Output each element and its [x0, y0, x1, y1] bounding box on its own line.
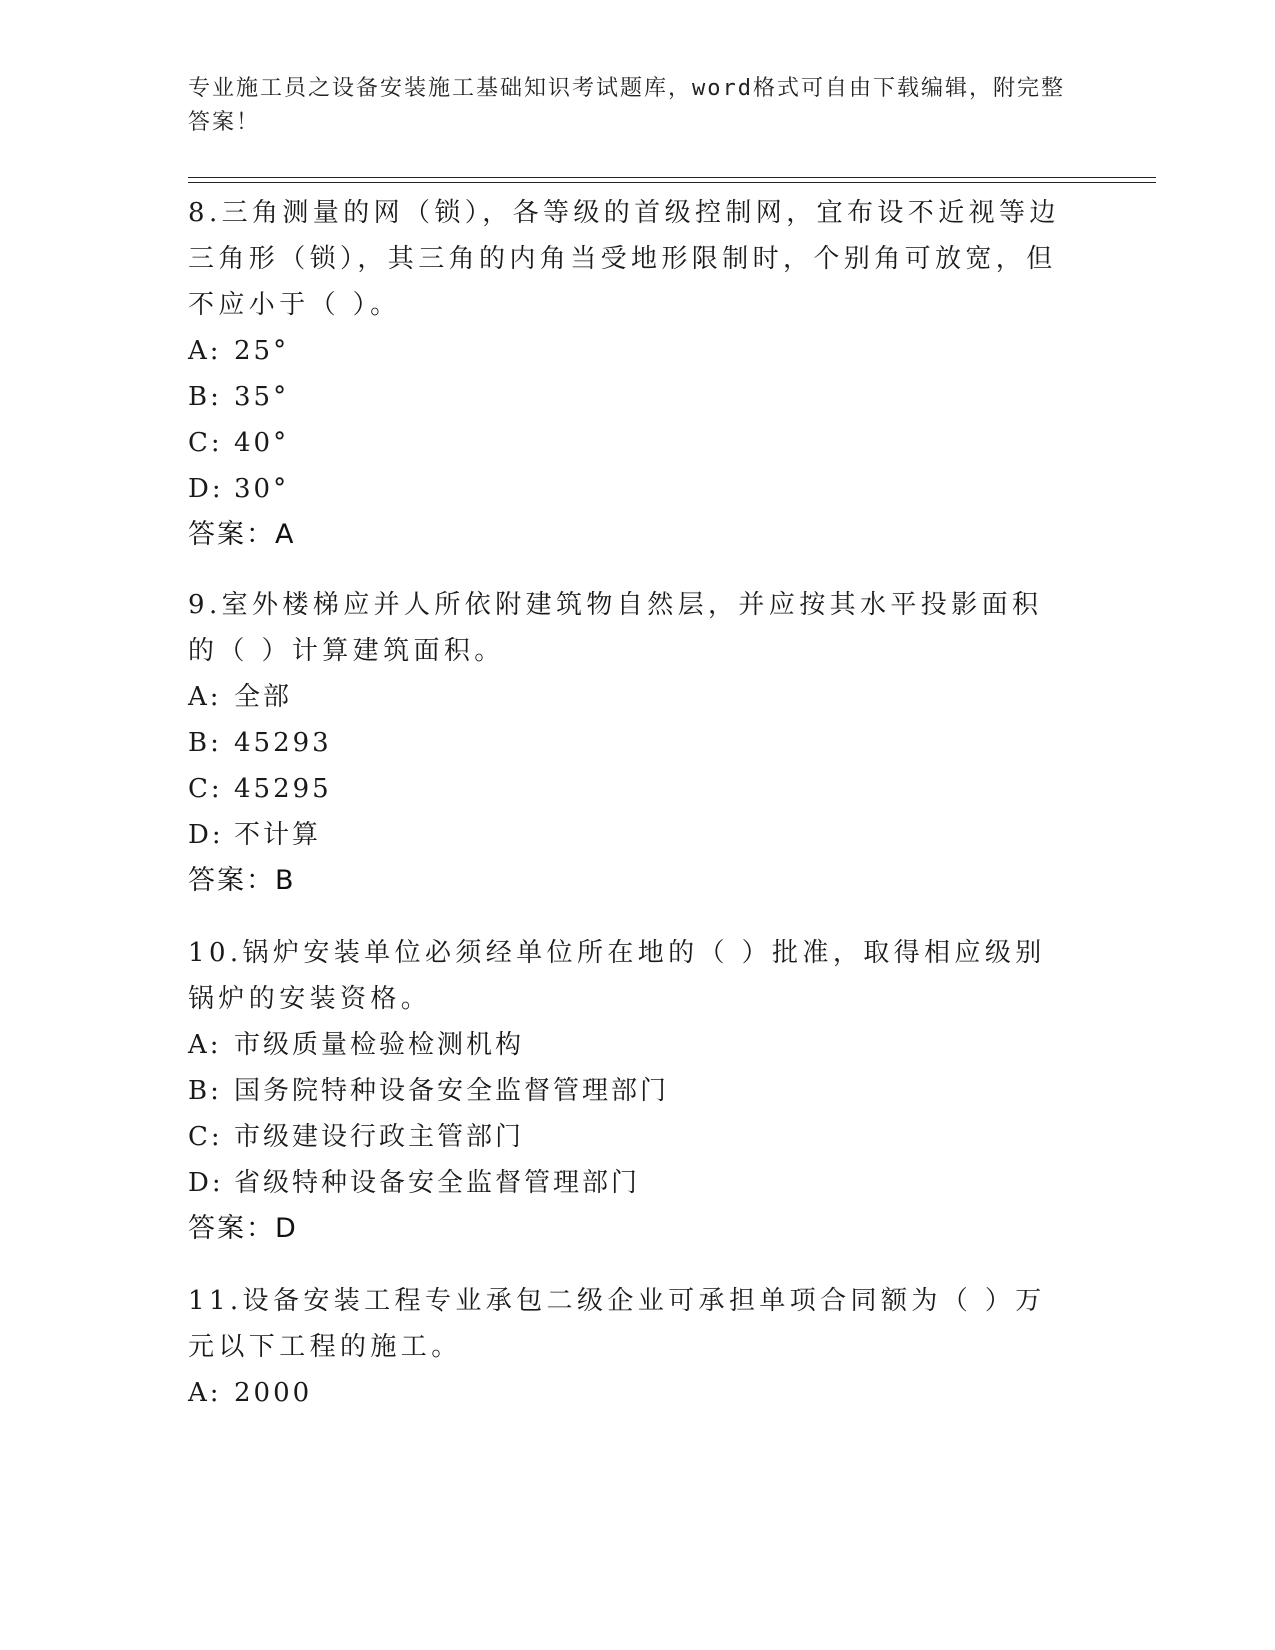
option-b: [188, 374, 1068, 420]
option-text: 45293: [234, 728, 332, 758]
question-stem: 9.室外楼梯应并人所依附建筑物自然层，并应按其水平投影面积的（ ）计算建筑面积。: [188, 590, 1043, 666]
option-text: 全部: [234, 682, 293, 712]
question-9: [188, 582, 1068, 904]
question-8: [188, 190, 1068, 558]
option-d: [188, 812, 1068, 858]
answer-line: 答案：D: [188, 1213, 298, 1244]
option-c: [188, 766, 1068, 812]
question-stem: 11.设备安装工程专业承包二级企业可承担单项合同额为（ ）万元以下工程的施工。: [188, 1286, 1046, 1362]
option-label: A:: [188, 682, 222, 712]
option-label: C:: [188, 428, 223, 458]
question-10: [188, 930, 1068, 1252]
option-label: A:: [188, 1030, 222, 1060]
option-b: [188, 720, 1068, 766]
option-label: B:: [188, 382, 222, 412]
option-label: D:: [188, 820, 224, 850]
option-a: [188, 1022, 1068, 1068]
option-label: B:: [188, 1076, 222, 1106]
option-label: C:: [188, 1122, 223, 1152]
question-stem: 8.三角测量的网（锁），各等级的首级控制网，宜布设不近视等边三角形（锁），其三角的内角当受地形限制时，个别角可放宽，但不应小于（ ）。: [188, 198, 1060, 320]
option-a: [188, 328, 1068, 374]
option-label: D:: [188, 1168, 224, 1198]
option-label: B:: [188, 728, 222, 758]
option-label: A:: [188, 336, 222, 366]
answer-line: 答案：A: [188, 519, 296, 550]
option-label: C:: [188, 774, 223, 804]
option-c: [188, 1114, 1068, 1160]
header-divider-top: [188, 177, 1156, 178]
option-text: 45295: [234, 774, 332, 804]
option-text: 省级特种设备安全监督管理部门: [234, 1168, 641, 1198]
document-header: 专业施工员之设备安装施工基础知识考试题库，word格式可自由下载编辑，附完整答案！: [188, 76, 1065, 135]
option-text: 30°: [234, 474, 290, 504]
header-divider-bottom: [188, 182, 1156, 183]
option-text: 不计算: [234, 820, 322, 850]
option-b: [188, 1068, 1068, 1114]
option-d: [188, 466, 1068, 512]
option-a: [188, 674, 1068, 720]
option-text: 40°: [234, 428, 290, 458]
option-label: D:: [188, 474, 224, 504]
option-c: [188, 420, 1068, 466]
option-label: A:: [188, 1378, 222, 1408]
option-text: 市级建设行政主管部门: [234, 1122, 525, 1152]
option-a: [188, 1370, 1068, 1416]
option-d: [188, 1160, 1068, 1206]
option-text: 国务院特种设备安全监督管理部门: [234, 1076, 670, 1106]
question-11: [188, 1278, 1068, 1416]
option-text: 2000: [234, 1378, 313, 1408]
option-text: 25°: [234, 336, 290, 366]
option-text: 市级质量检验检测机构: [234, 1030, 525, 1060]
answer-line: 答案：B: [188, 865, 296, 896]
question-stem: 10.锅炉安装单位必须经单位所在地的（ ）批准，取得相应级别锅炉的安装资格。: [188, 938, 1046, 1014]
option-text: 35°: [234, 382, 290, 412]
